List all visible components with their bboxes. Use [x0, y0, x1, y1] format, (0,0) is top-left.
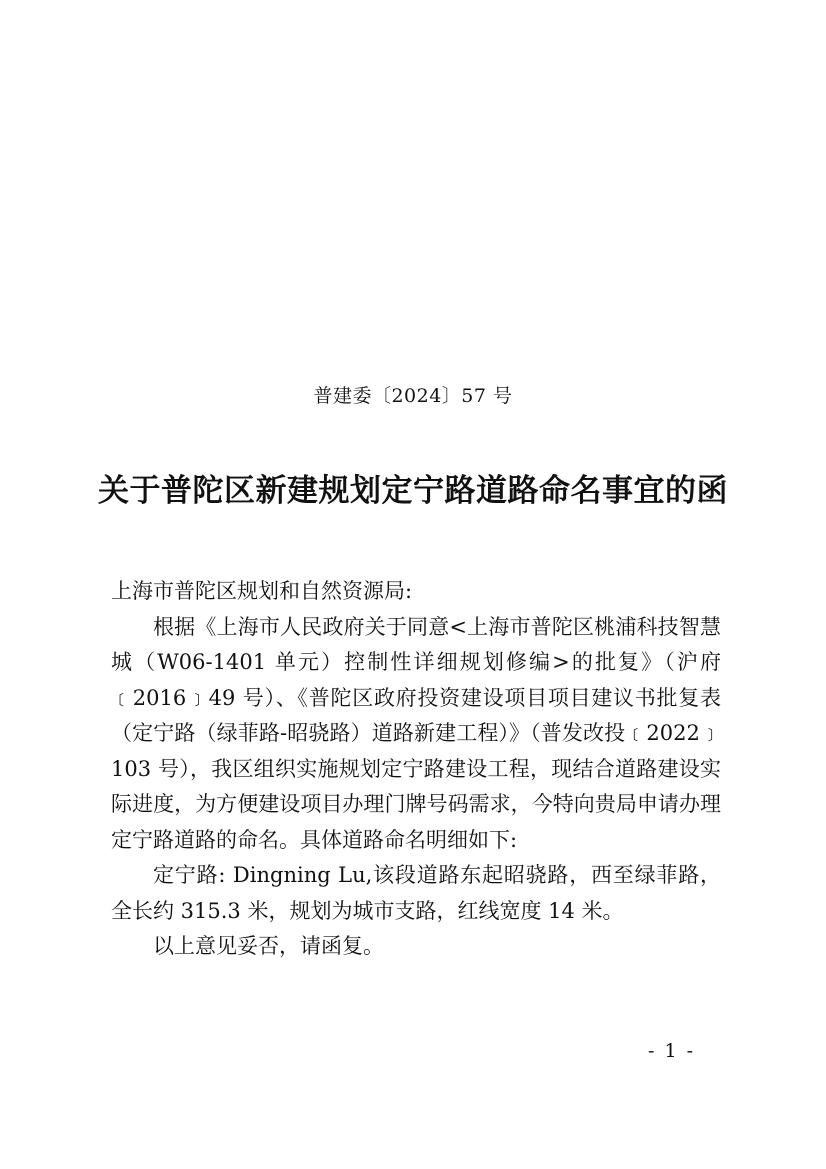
document-body [111, 574, 721, 965]
recipient-line: 上海市普陀区规划和自然资源局: [111, 579, 413, 603]
document-number: 普建委〔2024〕57 号 [313, 385, 513, 407]
paragraph-road-details: 定宁路: Dingning Lu,该段道路东起昭骁路，西至绿菲路，全长约 315.3 米，规划为城市支路，红线宽度 14 米。 [111, 863, 721, 923]
page-number: - 1 - [648, 1040, 696, 1062]
paragraph-basis: 根据《上海市人民政府关于同意<上海市普陀区桃浦科技智慧城（W06-1401 单元）控制性详细规划修编>的批复》（沪府﹝2016﹞49 号）、《普陀区政府投资建设项目项目建议书批复表（定宁路（绿菲路-昭骁路）道路新建工程）》（普发改投﹝2022﹞103 号），我区组织实施规划定宁路建设工程，现结合道路建设实际进度，为方便建设项目办理门牌号码需求，今特向贵局申请办理定宁路道路的命名。具体道路命名明细如下: [111, 614, 721, 852]
document-title: 关于普陀区新建规划定宁路道路命名事宜的函 [98, 473, 728, 509]
paragraph-closing: 以上意见妥否，请函复。 [153, 934, 384, 958]
